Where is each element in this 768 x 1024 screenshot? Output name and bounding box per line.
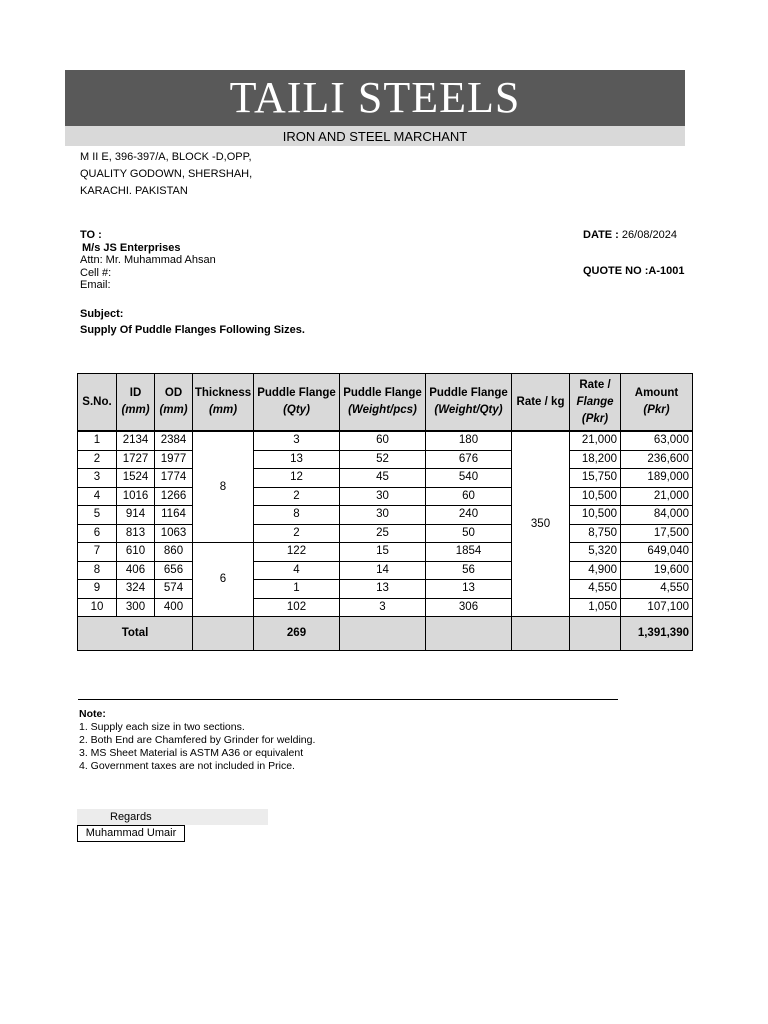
outer-diameter-cell: 574	[155, 580, 193, 599]
rate-per-flange-cell: 10,500	[570, 487, 621, 506]
column-header-line: (Weight/pcs)	[348, 404, 417, 416]
recipient-attn: Attn: Mr. Muhammad Ahsan	[80, 254, 216, 266]
rate-per-flange-cell: 10,500	[570, 506, 621, 525]
total-empty-cell	[512, 617, 570, 651]
weight-per-piece-cell: 30	[340, 506, 426, 525]
outer-diameter-cell: 860	[155, 543, 193, 562]
quantity-cell: 102	[254, 598, 340, 617]
inner-diameter-cell: 1016	[117, 487, 155, 506]
subject-text: Supply Of Puddle Flanges Following Sizes.	[80, 324, 305, 336]
table-row	[78, 469, 693, 488]
outer-diameter-cell: 1164	[155, 506, 193, 525]
date-line	[583, 229, 677, 241]
address-line: KARACHI. PAKISTAN	[80, 185, 188, 197]
quantity-cell: 4	[254, 561, 340, 580]
quantity-cell: 2	[254, 487, 340, 506]
amount-cell: 17,500	[621, 524, 693, 543]
subject-block	[80, 306, 305, 338]
column-header	[512, 374, 570, 432]
column-header-line: (Pkr)	[581, 412, 609, 425]
total-amount: 1,391,390	[621, 617, 693, 651]
quantity-cell: 2	[254, 524, 340, 543]
total-qty: 269	[254, 617, 340, 651]
table-row	[78, 580, 693, 599]
table-row	[78, 506, 693, 525]
inner-diameter-cell: 813	[117, 524, 155, 543]
column-header-line: Rate / kg	[516, 395, 565, 408]
table-total-row	[78, 617, 693, 651]
inner-diameter-cell: 1524	[117, 469, 155, 488]
column-header	[621, 374, 693, 432]
quantity-cell: 12	[254, 469, 340, 488]
column-header-line: S.No.	[82, 395, 112, 408]
regards-text: Regards	[110, 811, 152, 823]
recipient-name: M/s JS Enterprises	[82, 241, 181, 254]
table-body	[78, 431, 693, 617]
table-row	[78, 561, 693, 580]
weight-per-piece-cell: 25	[340, 524, 426, 543]
weight-per-piece-cell: 60	[340, 431, 426, 450]
column-header	[155, 374, 193, 432]
table-header-row	[78, 374, 693, 432]
weight-per-qty-cell: 540	[426, 469, 512, 488]
column-header-line: Rate /	[579, 378, 611, 391]
address-line: M II E, 396-397/A, BLOCK -D,OPP,	[80, 151, 252, 163]
thickness-cell: 6	[193, 543, 254, 617]
quotation-table	[77, 373, 693, 651]
total-label: Total	[78, 617, 193, 651]
rate-per-flange-cell: 15,750	[570, 469, 621, 488]
rate-per-flange-cell: 1,050	[570, 598, 621, 617]
rate-per-flange-cell: 4,900	[570, 561, 621, 580]
weight-per-qty-cell: 1854	[426, 543, 512, 562]
rate-per-flange-cell: 8,750	[570, 524, 621, 543]
weight-per-piece-cell: 13	[340, 580, 426, 599]
weight-per-piece-cell: 52	[340, 450, 426, 469]
subject-label: Subject:	[80, 308, 124, 320]
serial-number-cell: 5	[78, 506, 117, 525]
inner-diameter-cell: 1727	[117, 450, 155, 469]
quantity-cell: 1	[254, 580, 340, 599]
amount-cell: 19,600	[621, 561, 693, 580]
quantity-cell: 13	[254, 450, 340, 469]
column-header	[254, 374, 340, 432]
inner-diameter-cell: 2134	[117, 431, 155, 450]
column-header-line: Puddle Flange	[257, 387, 336, 399]
serial-number-cell: 2	[78, 450, 117, 469]
serial-number-cell: 3	[78, 469, 117, 488]
column-header	[570, 374, 621, 432]
weight-per-piece-cell: 45	[340, 469, 426, 488]
column-header-line: (Qty)	[283, 404, 310, 416]
weight-per-piece-cell: 15	[340, 543, 426, 562]
rate-per-flange-cell: 21,000	[570, 431, 621, 450]
note-item: 2. Both End are Chamfered by Grinder for welding.	[79, 734, 316, 746]
column-header	[193, 374, 254, 432]
weight-per-piece-cell: 30	[340, 487, 426, 506]
amount-cell: 107,100	[621, 598, 693, 617]
amount-cell: 21,000	[621, 487, 693, 506]
amount-cell: 4,550	[621, 580, 693, 599]
thickness-cell: 8	[193, 431, 254, 543]
column-header-line: ID	[129, 387, 142, 399]
weight-per-qty-cell: 240	[426, 506, 512, 525]
serial-number-cell: 8	[78, 561, 117, 580]
serial-number-cell: 7	[78, 543, 117, 562]
weight-per-qty-cell: 306	[426, 598, 512, 617]
recipient-cell: Cell #:	[80, 266, 112, 279]
column-header	[117, 374, 155, 432]
column-header-line: (Pkr)	[643, 404, 670, 416]
note-item: 4. Government taxes are not included in Price.	[79, 760, 295, 772]
column-header-line: (mm)	[208, 404, 238, 416]
table-row	[78, 450, 693, 469]
weight-per-qty-cell: 13	[426, 580, 512, 599]
table-row	[78, 598, 693, 617]
column-header-line: Flange	[576, 395, 614, 408]
inner-diameter-cell: 406	[117, 561, 155, 580]
column-header-line: Amount	[634, 387, 679, 399]
amount-cell: 189,000	[621, 469, 693, 488]
serial-number-cell: 10	[78, 598, 117, 617]
serial-number-cell: 4	[78, 487, 117, 506]
weight-per-piece-cell: 3	[340, 598, 426, 617]
table-row	[78, 543, 693, 562]
rate-per-flange-cell: 18,200	[570, 450, 621, 469]
date-label: DATE :	[583, 229, 619, 241]
rate-per-flange-cell: 4,550	[570, 580, 621, 599]
outer-diameter-cell: 400	[155, 598, 193, 617]
amount-cell: 84,000	[621, 506, 693, 525]
date-value: 26/08/2024	[621, 229, 677, 241]
quantity-cell: 8	[254, 506, 340, 525]
company-name-banner: TAILI STEELS	[65, 70, 685, 126]
note-item: 3. MS Sheet Material is ASTM A36 or equivalent	[79, 747, 304, 759]
total-empty-cell	[193, 617, 254, 651]
quantity-cell: 122	[254, 543, 340, 562]
total-empty-cell	[426, 617, 512, 651]
outer-diameter-cell: 2384	[155, 431, 193, 450]
rate-per-kg-cell: 350	[512, 431, 570, 617]
column-header	[340, 374, 426, 432]
total-empty-cell	[340, 617, 426, 651]
serial-number-cell: 6	[78, 524, 117, 543]
note-item: 1. Supply each size in two sections.	[79, 721, 245, 733]
inner-diameter-cell: 914	[117, 506, 155, 525]
notes-block	[79, 708, 315, 773]
recipient-email: Email:	[80, 279, 111, 291]
serial-number-cell: 1	[78, 431, 117, 450]
outer-diameter-cell: 1977	[155, 450, 193, 469]
notes-divider	[78, 699, 618, 700]
weight-per-qty-cell: 50	[426, 524, 512, 543]
column-header-line: (mm)	[159, 404, 188, 416]
outer-diameter-cell: 1774	[155, 469, 193, 488]
outer-diameter-cell: 1063	[155, 524, 193, 543]
weight-per-piece-cell: 14	[340, 561, 426, 580]
column-header-line: (mm)	[121, 404, 150, 416]
outer-diameter-cell: 1266	[155, 487, 193, 506]
to-label: TO :	[80, 229, 102, 241]
amount-cell: 236,600	[621, 450, 693, 469]
table-row	[78, 431, 693, 450]
column-header	[426, 374, 512, 432]
outer-diameter-cell: 656	[155, 561, 193, 580]
column-header-line: Thickness	[194, 387, 252, 399]
signatory-name: Muhammad Umair	[77, 825, 185, 842]
weight-per-qty-cell: 180	[426, 431, 512, 450]
column-header	[78, 374, 117, 432]
quote-number: QUOTE NO :A-1001	[583, 265, 685, 277]
column-header-line: Puddle Flange	[429, 387, 508, 399]
weight-per-qty-cell: 56	[426, 561, 512, 580]
inner-diameter-cell: 300	[117, 598, 155, 617]
company-tagline: IRON AND STEEL MARCHANT	[65, 126, 685, 146]
table-row	[78, 487, 693, 506]
column-header-line: (Weight/Qty)	[434, 404, 503, 416]
serial-number-cell: 9	[78, 580, 117, 599]
table-row	[78, 524, 693, 543]
amount-cell: 63,000	[621, 431, 693, 450]
inner-diameter-cell: 610	[117, 543, 155, 562]
amount-cell: 649,040	[621, 543, 693, 562]
inner-diameter-cell: 324	[117, 580, 155, 599]
company-address	[80, 149, 252, 200]
column-header-line: Puddle Flange	[343, 387, 422, 399]
weight-per-qty-cell: 676	[426, 450, 512, 469]
column-header-line: OD	[164, 387, 183, 399]
total-empty-cell	[570, 617, 621, 651]
quantity-cell: 3	[254, 431, 340, 450]
weight-per-qty-cell: 60	[426, 487, 512, 506]
regards-bar	[77, 809, 268, 825]
notes-title: Note:	[79, 708, 106, 720]
rate-per-flange-cell: 5,320	[570, 543, 621, 562]
address-line: QUALITY GODOWN, SHERSHAH,	[80, 168, 253, 180]
recipient-block	[80, 229, 216, 292]
